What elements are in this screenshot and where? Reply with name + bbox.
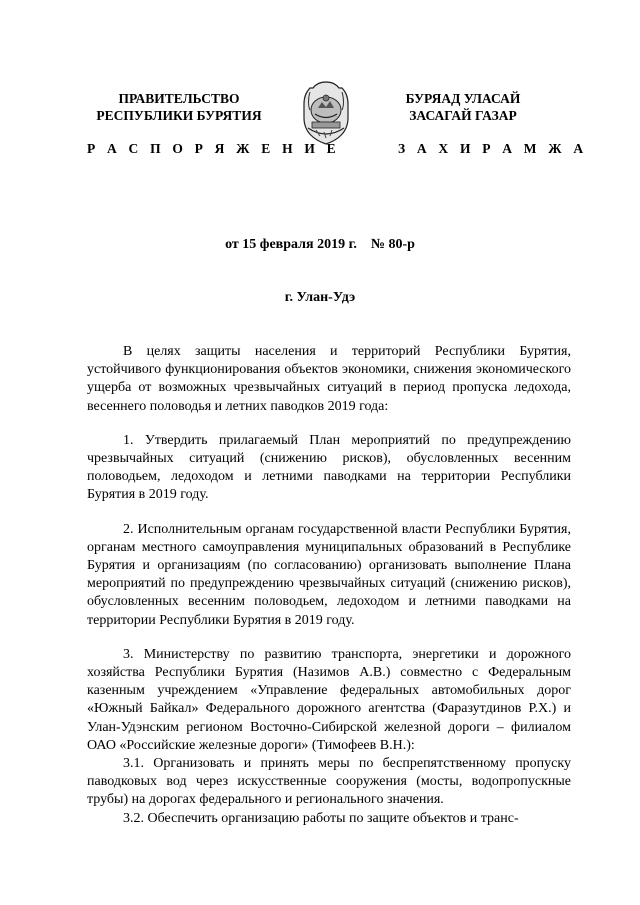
paragraph-preamble: В целях защиты населения и территорий Республики Бурятия, устойчивого функционирования объектов экономики, снижения экономического ущерба от возможных чрезвычайных ситуаций в период пропуска ледохода, весеннего половодья и летних паводков 2019 года: xyxy=(87,344,571,414)
coat-of-arms-icon xyxy=(298,80,354,146)
header-line: ПРАВИТЕЛЬСТВО xyxy=(118,91,240,106)
doc-type-buryat: З А Х И Р А М Ж А xyxy=(398,141,588,156)
paragraph-item-3-1: 3.1. Организовать и принять меры по беспрепятственному пропуску паводковых вод через искусственные сооружения (мосты, водопропускные трубы) на дорогах федерального и регионального значения. xyxy=(87,756,571,808)
header-line: БУРЯАД УЛАСАЙ xyxy=(405,91,521,106)
paragraph-item-1: 1. Утвердить прилагаемый План мероприятий по предупреждению чрезвычайных ситуаций (снижению рисков), обусловленных весенним половодьем, ледоходом и летними паводками на территории Республики Бурятия в 2019 году. xyxy=(87,432,571,503)
document-city: г. Улан-Удэ xyxy=(284,290,356,305)
doc-type-russian: Р А С П О Р Я Ж Е Н И Е xyxy=(87,141,340,156)
header-line: РЕСПУБЛИКИ БУРЯТИЯ xyxy=(96,108,262,123)
header-line: ЗАСАГАЙ ГАЗАР xyxy=(409,108,517,123)
paragraph-item-3-2: 3.2. Обеспечить организацию работы по защите объектов и транс- xyxy=(123,810,519,826)
document-dateline xyxy=(0,237,640,253)
government-header-russian xyxy=(84,90,274,124)
document-number: № 80-р xyxy=(370,237,415,252)
paragraph-item-2: 2. Исполнительным органам государственной власти Республики Бурятия, органам местного самоуправления муниципальных образований в Республике Бурятия и организациям (по согласованию) организовать выполнение Плана мероприятий по предупреждению чрезвычайных ситуаций (снижению рисков), обусловленных весенним половодьем, ледоходом и летними паводками на территории Республики Бурятия в 2019 году. xyxy=(87,521,571,628)
document-date: от 15 февраля 2019 г. xyxy=(225,237,357,252)
document-body xyxy=(87,343,571,828)
government-header-buryat xyxy=(368,90,558,124)
paragraph-item-3: 3. Министерству по развитию транспорта, энергетики и дорожного хозяйства Республики Бурятия (Назимов А.В.) совместно с Федеральным казенным учреждением «Управление федеральных автомобильных дорог «Южный Байкал» Федерального дорожного агентства (Фаразутдинов Р.Х.) и Улан-Удэнским регионом Восточно-Сибирской железной дороги – филиалом ОАО «Российские железные дороги» (Тимофеев В.Н.): xyxy=(87,646,571,753)
